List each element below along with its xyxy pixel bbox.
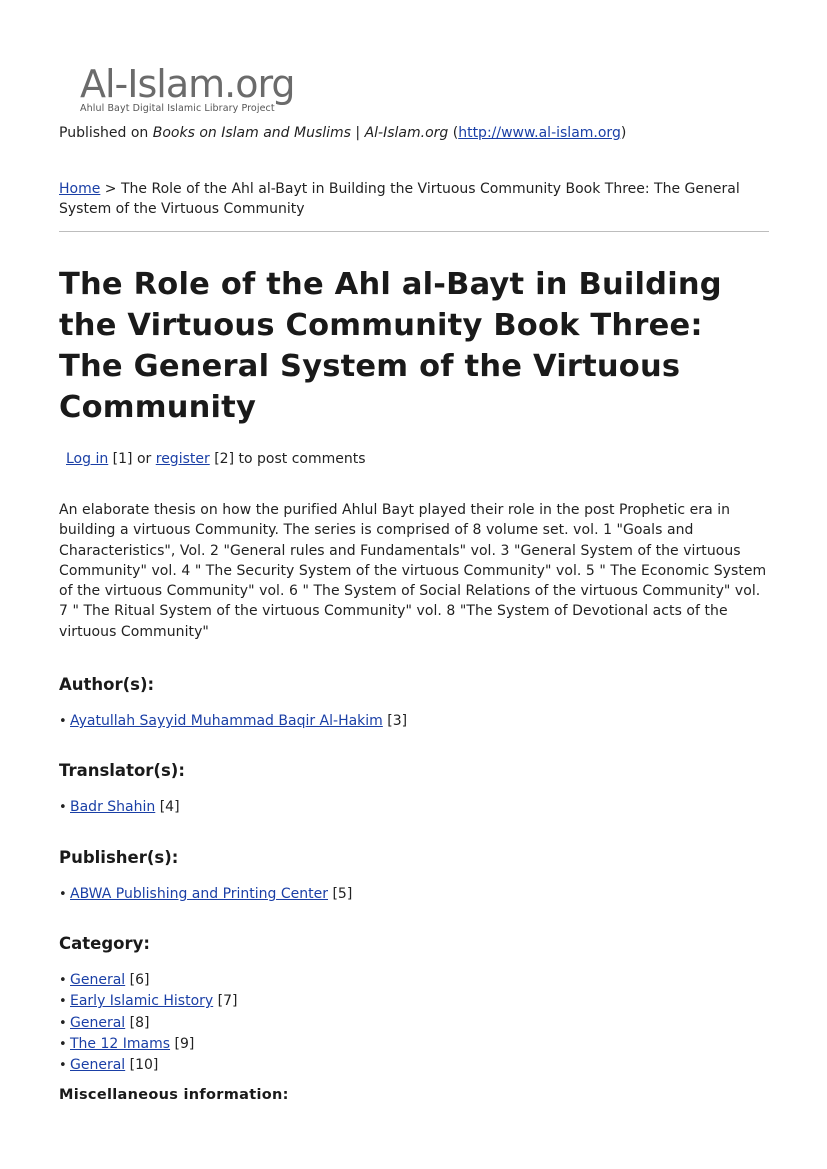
ref-number: [8] [129, 1014, 150, 1031]
author-link[interactable]: Ayatullah Sayyid Muhammad Baqir Al-Hakim [70, 713, 383, 729]
logo-tagline: Ahlul Bayt Digital Islamic Library Project [80, 103, 275, 114]
bullet: • [59, 994, 67, 1010]
logo-wordmark: Al-Islam.org [80, 62, 295, 106]
list-item [59, 797, 180, 818]
misc-heading: Miscellaneous information: [59, 1087, 289, 1103]
bullet: • [59, 1058, 67, 1074]
ref-number: [5] [332, 886, 353, 902]
site-url-link[interactable]: http://www.al-islam.org [458, 125, 621, 141]
list-item [59, 884, 352, 905]
category-link[interactable]: General [70, 972, 126, 988]
authors-heading: Author(s): [59, 675, 155, 694]
breadcrumb [59, 179, 771, 219]
site-name: Books on Islam and Muslims | Al-Islam.org [152, 125, 449, 141]
bullet: • [59, 973, 67, 988]
category-list [59, 970, 237, 1076]
register-link[interactable]: register [155, 451, 210, 467]
ref-number: [4] [159, 799, 180, 815]
published-on-line [59, 124, 779, 142]
ref-number: [7] [217, 993, 238, 1010]
breadcrumb-current: The Role of the Ahl al-Bayt in Building the Virtuous Community Book Three: The General System of the Virtuous Community [59, 181, 740, 217]
ref-number: [9] [174, 1035, 195, 1052]
authors-list [59, 711, 407, 732]
publisher-link[interactable]: ABWA Publishing and Printing Center [70, 886, 329, 902]
or-text: or [136, 451, 152, 467]
category-link[interactable]: Early Islamic History [70, 993, 214, 1010]
header-divider [59, 231, 769, 232]
category-link[interactable]: The 12 Imams [70, 1035, 171, 1052]
bullet: • [59, 714, 67, 729]
list-item [59, 1034, 237, 1055]
ref-number: [10] [129, 1057, 159, 1074]
comment-login-prompt [66, 450, 366, 468]
book-description: An elaborate thesis on how the purified Ahlul Bayt played their role in the post Prophetic era in building a virtuous Community. The series is comprised of 8 volume set. vol. 1 "Goals and Characteristics", Vol. 2 "General rules and Fundamentals" vol. 3 "General System of the virtuous Community" vol. 4 " The Security System of the virtuous Community" vol. 5 " The Economic System of the virtuous Community" vol. 6 " The System of Social Relations of the virtuous Community" vol. 7 " The Ritual System of the virtuous Community" vol. 8 "The System of Devotional acts of the virtuous Community" [59, 502, 767, 640]
paren-close: ) [620, 125, 627, 141]
published-prefix: Published on [59, 125, 149, 141]
list-item [59, 1013, 237, 1034]
list-item [59, 1055, 237, 1076]
ref-number: [3] [387, 713, 408, 729]
bullet: • [59, 1036, 67, 1052]
login-ref: [1] [112, 451, 133, 467]
publishers-list [59, 884, 352, 905]
bullet: • [59, 1015, 67, 1031]
breadcrumb-home-link[interactable]: Home [59, 181, 101, 197]
register-ref: [2] [214, 451, 235, 467]
ref-number: [6] [129, 972, 150, 988]
list-item [59, 970, 237, 991]
translators-list [59, 797, 180, 818]
list-item [59, 991, 237, 1012]
bullet: • [59, 800, 67, 815]
breadcrumb-separator: > [104, 181, 117, 197]
site-logo[interactable] [80, 64, 320, 118]
category-link[interactable]: General [70, 1014, 126, 1031]
login-link[interactable]: Log in [66, 451, 109, 467]
category-link[interactable]: General [70, 1057, 126, 1074]
list-item [59, 711, 407, 732]
translators-heading: Translator(s): [59, 761, 185, 780]
page-title: The Role of the Ahl al-Bayt in Building the Virtuous Community Book Three: The General System of the Virtuous Community [59, 267, 722, 425]
translator-link[interactable]: Badr Shahin [70, 799, 156, 815]
publishers-heading: Publisher(s): [59, 848, 179, 867]
category-heading: Category: [59, 934, 150, 953]
paren-open: ( [452, 125, 459, 141]
bullet: • [59, 887, 67, 902]
post-comments-text: to post comments [238, 451, 366, 467]
